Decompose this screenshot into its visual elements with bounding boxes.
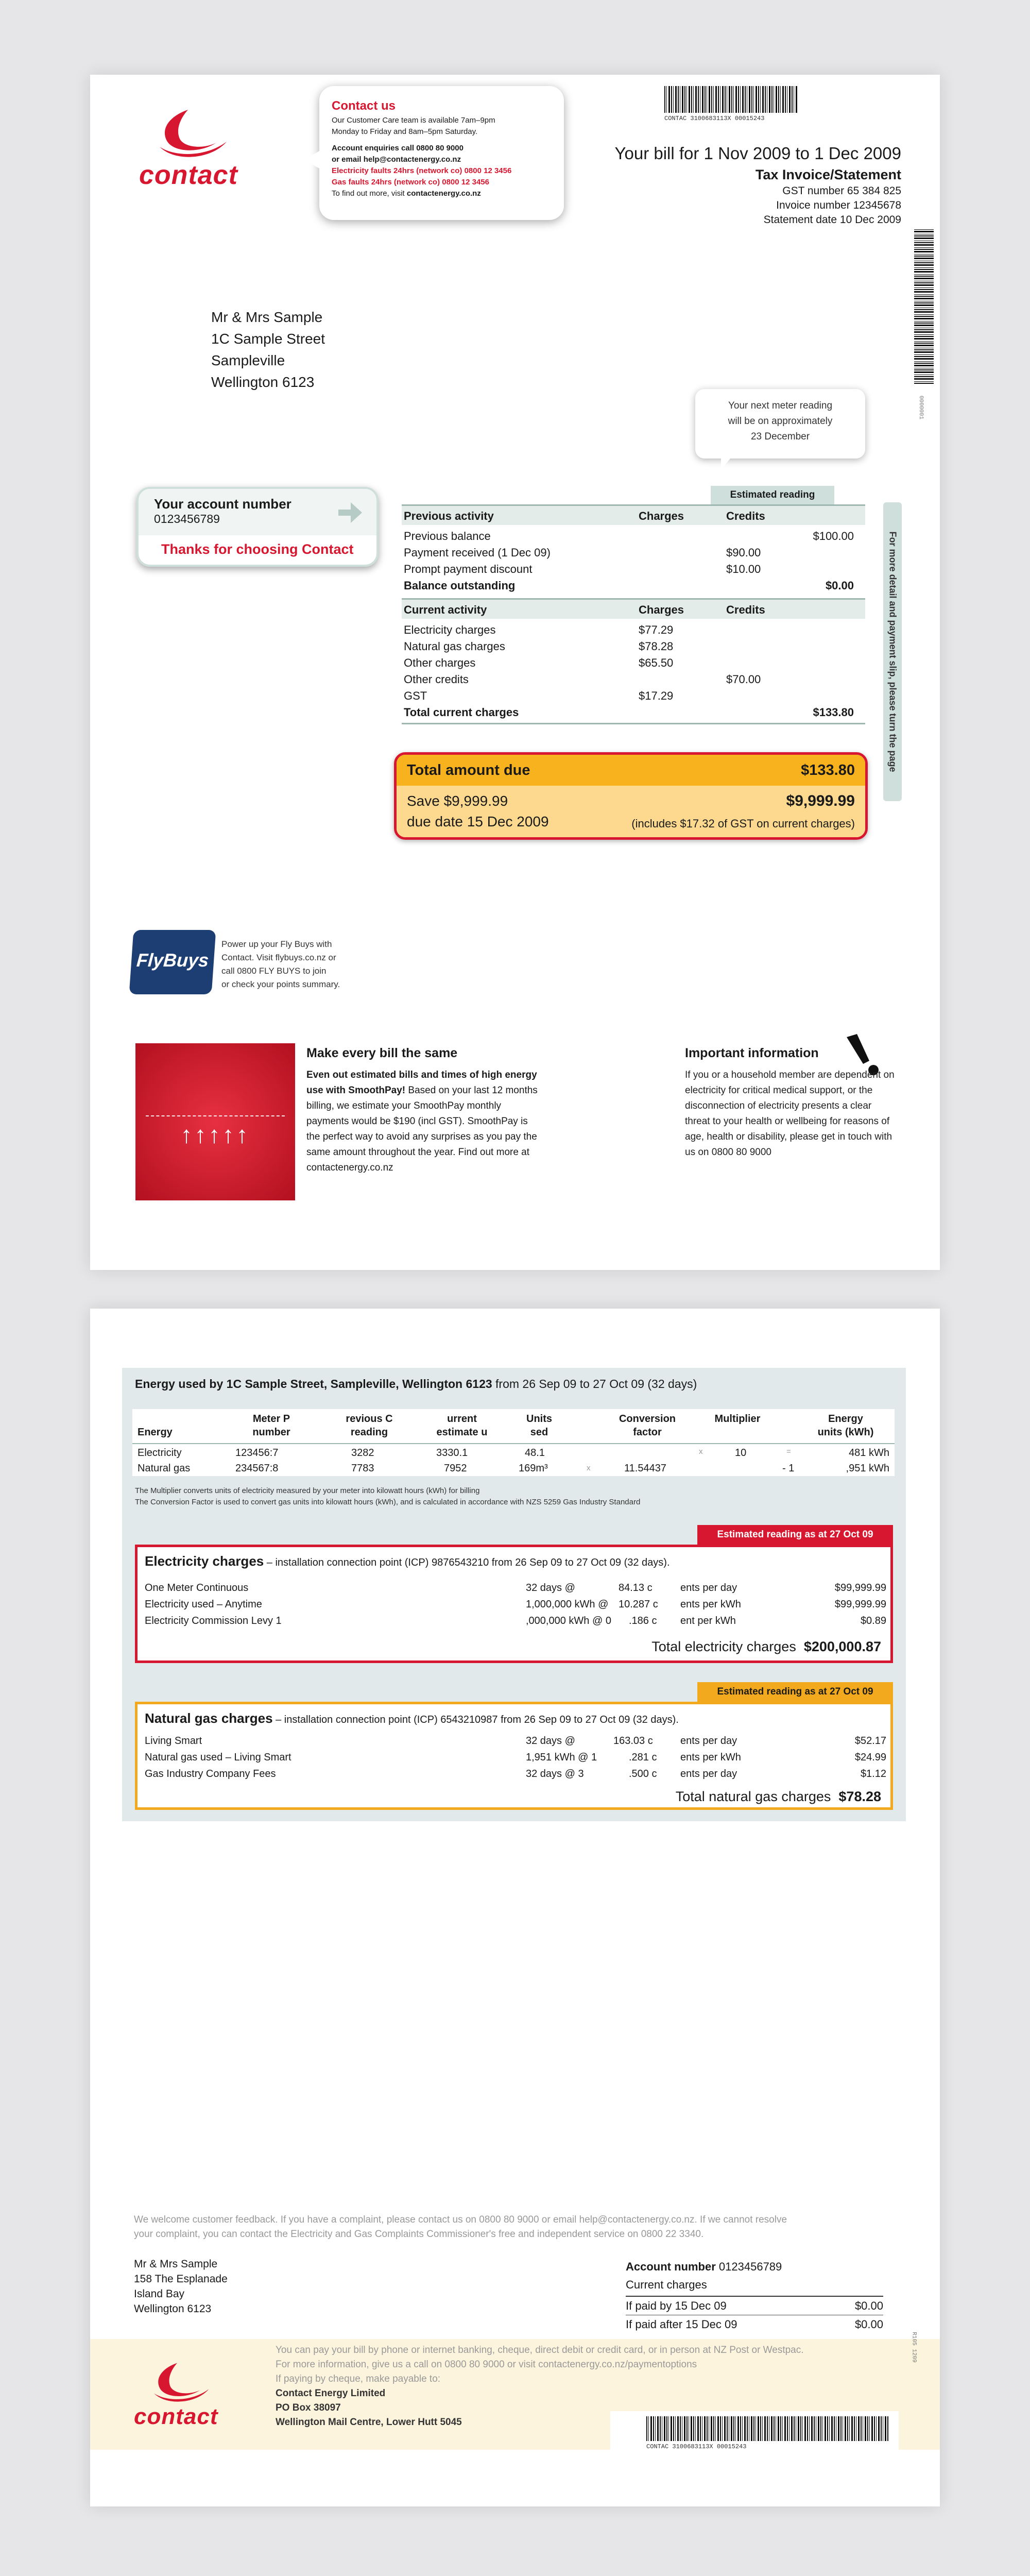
flybuys-logo: [129, 930, 216, 994]
col-conversion-l1: Conversion: [619, 1413, 676, 1425]
row-credit: $10.00: [726, 563, 761, 575]
flybuys-logo-text: FlyBuys: [135, 950, 210, 971]
address-line: Wellington 6123: [211, 374, 315, 390]
charge-unit: ents per day: [680, 1768, 737, 1780]
activity-row: [402, 638, 865, 655]
divider: [132, 1443, 895, 1444]
conversion-note: The Conversion Factor is used to convert gas units into kilowatt hours (kWh), and is calculated in accordance with NZS 5259 Gas Industry Standard: [135, 1498, 641, 1506]
meter-reading-bubble: [695, 389, 865, 459]
flybuys-line: Power up your Fly Buys with: [221, 939, 332, 949]
electricity-total: [651, 1639, 881, 1655]
statement-date: Statement date 10 Dec 2009: [763, 214, 901, 226]
charge-row: [145, 1768, 886, 1783]
col-previous-l2: reading: [350, 1427, 388, 1438]
cell-conv-op: x: [587, 1464, 591, 1472]
activity-row: [402, 545, 865, 561]
meter-reading-date: 23 December: [750, 431, 810, 442]
previous-activity-title: Previous activity: [404, 510, 494, 522]
top-barcode-code: CONTAC 3100683113X 00015243: [664, 115, 765, 122]
col-multiplier: [699, 1412, 776, 1426]
col-kwh: [802, 1412, 889, 1439]
meter-reading-line: Your next meter reading: [728, 400, 833, 411]
cell-current: 7952: [444, 1463, 467, 1474]
payee-name: Contact Energy Limited: [276, 2388, 386, 2399]
divider: [402, 723, 865, 724]
row-charge: $77.29: [639, 623, 674, 636]
col-energy-label: Energy: [138, 1427, 173, 1438]
charges-column-header: Charges: [639, 510, 684, 522]
multiplier-note: The Multiplier converts units of electricity measured by your meter into kilowatt hours (kWh) for billing: [135, 1486, 480, 1495]
cheque-instruction: If paying by cheque, make payable to:: [276, 2374, 441, 2384]
energy-used-title-bold: Energy used by 1C Sample Street, Sampleville, Wellington 6123: [135, 1377, 492, 1391]
cell-conversion: 11.54437: [624, 1463, 666, 1474]
charge-qty: 1,951 kWh @ 1: [526, 1752, 597, 1763]
account-enquiries: Account enquiries call 0800 80 9000: [332, 144, 464, 152]
slip-paid-after-row: [626, 2315, 883, 2333]
balance-outstanding-label: Balance outstanding: [404, 579, 516, 592]
charge-row: [145, 1735, 886, 1750]
cell-units: 169m³: [519, 1463, 548, 1474]
electricity-charges-box: [135, 1545, 893, 1663]
contact-hours-2: Monday to Friday and 8am–5pm Saturday.: [332, 127, 478, 136]
bill-page-2: [90, 1309, 940, 2506]
electricity-estimated-tab: Estimated reading as at 27 Oct 09: [697, 1525, 893, 1545]
charge-label: Living Smart: [145, 1735, 202, 1747]
charge-row: [145, 1582, 886, 1597]
slip-account-number: 0123456789: [718, 2260, 782, 2273]
turn-page-text: For more detail and payment slip, please turn the page: [887, 531, 898, 772]
col-meter-l2: number: [252, 1427, 290, 1438]
charge-qty: 32 days @: [526, 1735, 575, 1747]
cell-previous: 3282: [351, 1447, 374, 1459]
row-charge: $78.28: [639, 640, 674, 653]
current-activity-header: [402, 598, 865, 619]
important-info-heading: Important information: [685, 1046, 819, 1060]
gas-faults: Gas faults 24hrs (network co) 0800 12 3456: [332, 178, 489, 187]
top-barcode: [664, 86, 798, 113]
payment-slip-summary: [626, 2258, 883, 2333]
slip-contact-logo: [134, 2360, 216, 2437]
row-credit: $70.00: [726, 673, 761, 686]
save-amount-label: Save $9,999.99: [407, 793, 508, 809]
total-current-charges-value: $133.80: [813, 706, 854, 719]
col-kwh-l2: units (kWh): [817, 1427, 874, 1438]
row-charge: $17.29: [639, 689, 674, 702]
slip-account: [626, 2258, 883, 2276]
credits-column-header: Credits: [726, 603, 765, 616]
slip-current-charges: Current charges: [626, 2276, 883, 2297]
charge-amount: $0.89: [860, 1615, 886, 1626]
col-multiplier-label: Multiplier: [714, 1413, 761, 1425]
cell-meter: 123456:7: [235, 1447, 279, 1459]
smoothpay-image: [135, 1043, 295, 1200]
electricity-faults: Electricity faults 24hrs (network co) 0800 12 3456: [332, 166, 512, 175]
gas-estimated-tab: Estimated reading as at 27 Oct 09: [697, 1682, 893, 1702]
bill-period-title: Your bill for 1 Nov 2009 to 1 Dec 2009: [614, 144, 901, 163]
cell-kwh: ,951 kWh: [846, 1463, 889, 1474]
col-current: [423, 1412, 501, 1439]
account-number-box: [136, 487, 379, 567]
col-current-l1: urrent: [447, 1413, 477, 1425]
contact-email[interactable]: or email help@contactenergy.co.nz: [332, 155, 461, 164]
charge-label: Electricity Commission Levy 1: [145, 1615, 282, 1626]
col-previous: [331, 1412, 408, 1439]
activity-row: [402, 622, 865, 638]
flybuys-promo: [221, 938, 340, 991]
slip-paid-by-value: $0.00: [854, 2299, 883, 2312]
charge-label: Natural gas used – Living Smart: [145, 1752, 291, 1763]
col-kwh-l1: Energy: [828, 1413, 863, 1425]
contact-us-title: Contact us: [332, 99, 396, 113]
account-number-value: 0123456789: [154, 512, 220, 526]
total-amount-due-value: $133.80: [801, 762, 855, 778]
find-out-more-text: To find out more, visit: [332, 189, 407, 198]
charge-unit: ents per kWh: [680, 1599, 741, 1610]
charge-row: [145, 1752, 886, 1766]
address-line: 158 The Esplanade: [134, 2273, 228, 2285]
charge-unit: ents per kWh: [680, 1752, 741, 1763]
thanks-message: Thanks for choosing Contact: [161, 541, 354, 557]
save-amount-value: $9,999.99: [786, 792, 855, 809]
electricity-icp-details: – installation connection point (ICP) 9876543210 from 26 Sep 09 to 27 Oct 09 (32 days).: [264, 1557, 670, 1568]
logo-wordmark: contact: [139, 160, 238, 190]
cell-current: 3330.1: [436, 1447, 468, 1459]
contact-hours-1: Our Customer Care team is available 7am–9pm: [332, 116, 495, 125]
smoothpay-heading: Make every bill the same: [306, 1046, 458, 1060]
energy-details-panel: [122, 1368, 906, 1821]
contact-us-bubble: [319, 86, 564, 220]
charge-qty: 32 days @: [526, 1582, 575, 1594]
gas-total: [676, 1789, 881, 1805]
smoothpay-body: Based on your last 12 months billing, we estimate your SmoothPay monthly payments would be $190 (incl GST). SmoothPay is the perfect way to avoid any surprises as you pay the same amount throughout the year. Find out more at contactenergy.co.nz: [306, 1085, 538, 1173]
charge-label: Gas Industry Company Fees: [145, 1768, 276, 1780]
total-amount-due-bar: [397, 755, 865, 786]
account-number-label: Your account number: [154, 496, 291, 512]
address-line: Mr & Mrs Sample: [211, 309, 323, 325]
charge-rate: 163.03 c: [613, 1735, 653, 1747]
total-current-charges-label: Total current charges: [404, 706, 519, 719]
energy-used-period: from 26 Sep 09 to 27 Oct 09 (32 days): [492, 1377, 697, 1391]
col-meter-l1: Meter P: [252, 1413, 290, 1425]
cell-meter: 234567:8: [235, 1463, 279, 1474]
charge-qty: 1,000,000 kWh @: [526, 1599, 609, 1610]
charge-unit: ent per kWh: [680, 1615, 736, 1626]
gas-charges-box: [135, 1702, 893, 1810]
slip-paid-after-value: $0.00: [854, 2318, 883, 2331]
up-arrows-icon: ↑↑↑↑↑: [180, 1121, 250, 1148]
charge-unit: ents per day: [680, 1582, 737, 1594]
find-out-more: [332, 188, 552, 199]
slip-account-label: Account number: [626, 2260, 716, 2273]
row-label: Payment received (1 Dec 09): [404, 546, 551, 559]
col-meter: [233, 1412, 310, 1439]
credits-column-header: Credits: [726, 510, 765, 522]
payee-po-box: PO Box 38097: [276, 2402, 341, 2413]
amount-due-box: [394, 752, 868, 840]
contact-swoosh-icon: [139, 106, 232, 162]
charge-rate: 84.13 c: [619, 1582, 653, 1594]
invoice-number: Invoice number 12345678: [776, 199, 901, 211]
activity-row: [402, 655, 865, 671]
charge-row: [145, 1615, 886, 1630]
col-units-l1: Units: [526, 1413, 552, 1425]
cell-mult-op: x: [699, 1447, 703, 1456]
contact-swoosh-icon: [136, 2360, 214, 2406]
address-line: Island Bay: [134, 2288, 185, 2300]
energy-usage-table: [132, 1409, 895, 1476]
customer-address: [211, 307, 325, 393]
electricity-total-label: Total electricity charges: [651, 1639, 796, 1654]
feedback-line: your complaint, you can contact the Electricity and Gas Complaints Commissioner's free and independent service on 0800 22 3340.: [134, 2229, 704, 2240]
charge-rate: 10.287 c: [619, 1599, 658, 1610]
cell-energy: Electricity: [138, 1447, 182, 1459]
address-line: Mr & Mrs Sample: [134, 2258, 218, 2270]
row-label: Prompt payment discount: [404, 563, 533, 575]
charge-amount: $52.17: [854, 1735, 886, 1747]
slip-paid-by-row: [626, 2297, 883, 2315]
col-units-l2: sed: [530, 1427, 548, 1438]
charge-label: Electricity used – Anytime: [145, 1599, 262, 1610]
feedback-line: We welcome customer feedback. If you have a complaint, please contact us on 0800 80 9000 or email help@contactenergy.co.nz. If we cannot resolve: [134, 2214, 787, 2225]
balance-outstanding-value: $0.00: [825, 579, 854, 592]
total-amount-due-label: Total amount due: [407, 762, 530, 778]
bill-page-1: [90, 75, 940, 1270]
gas-icp-details: – installation connection point (ICP) 6543210987 from 26 Sep 09 to 27 Oct 09 (32 days).: [272, 1714, 679, 1725]
flybuys-line: Contact. Visit flybuys.co.nz or: [221, 953, 336, 962]
smoothpay-text: [306, 1067, 543, 1176]
slip-side-code: R105 1209: [911, 2332, 917, 2363]
important-info-text: If you or a household member are dependent on electricity for critical medical support, or the disconnection of electricity presents a clear threat to your health or wellbeing for reasons of age, health or disability, please get in touch with us on 0800 80 9000: [685, 1070, 895, 1158]
contact-logo: [139, 106, 238, 196]
charges-column-header: Charges: [639, 603, 684, 616]
payment-info-line: For more information, give us a call on 0800 80 9000 or visit contactenergy.co.nz/paymentoptions: [276, 2359, 697, 2370]
energy-notes: [135, 1485, 640, 1508]
electricity-charges-heading: Electricity charges: [145, 1553, 264, 1569]
col-conversion-l2: factor: [633, 1427, 662, 1438]
activity-row: [402, 561, 865, 578]
payment-info-line: You can pay your bill by phone or internet banking, cheque, direct debit or credit card, or in person at NZ Post or Westpac.: [276, 2345, 804, 2355]
smoothpay-dashed-line: [146, 1115, 285, 1116]
cell-multiplier: 10: [735, 1447, 747, 1459]
charge-qty: ,000,000 kWh @ 0: [526, 1615, 611, 1626]
energy-used-title: [135, 1377, 697, 1391]
website-link[interactable]: contactenergy.co.nz: [406, 189, 481, 198]
activity-row: [402, 528, 865, 545]
charge-amount: $99,999.99: [834, 1599, 886, 1610]
cell-kwh: 481 kWh: [849, 1447, 889, 1459]
row-credit: $90.00: [726, 546, 761, 559]
feedback-text: [134, 2213, 881, 2242]
charge-qty: 32 days @ 3: [526, 1768, 584, 1780]
row-label: GST: [404, 689, 427, 702]
slip-barcode-code: CONTAC 3100683113X 00015243: [646, 2443, 747, 2450]
charge-rate: .186 c: [629, 1615, 657, 1626]
charge-amount: $99,999.99: [834, 1582, 886, 1594]
electricity-total-value: $200,000.87: [803, 1639, 881, 1654]
bill-header: [615, 142, 901, 227]
charge-row: [145, 1599, 886, 1613]
current-activity-title: Current activity: [404, 603, 487, 616]
row-total: $100.00: [813, 530, 854, 543]
account-number-panel: [139, 489, 376, 535]
col-conversion: [601, 1412, 694, 1439]
payment-slip-address: [134, 2257, 228, 2316]
col-units: [511, 1412, 568, 1439]
cell-energy: Natural gas: [138, 1463, 191, 1474]
cell-eq: =: [786, 1447, 791, 1456]
side-barcode: [914, 229, 934, 384]
cell-units: 48.1: [525, 1447, 545, 1459]
slip-paid-after-label: If paid after 15 Dec 09: [626, 2318, 737, 2331]
smoothpay-lead: Even out estimated bills and times of high energy use with SmoothPay!: [306, 1070, 537, 1096]
slip-barcode: [646, 2416, 888, 2441]
side-code: 0000001: [918, 395, 924, 420]
slip-paid-by-label: If paid by 15 Dec 09: [626, 2299, 727, 2312]
row-label: Electricity charges: [404, 623, 496, 636]
charge-unit: ents per day: [680, 1735, 737, 1747]
charge-amount: $1.12: [860, 1768, 886, 1780]
activity-summary: [402, 504, 865, 724]
flybuys-line: or check your points summary.: [221, 979, 340, 989]
slip-logo-wordmark: contact: [134, 2404, 218, 2429]
charge-amount: $24.99: [854, 1752, 886, 1763]
row-label: Other credits: [404, 673, 469, 686]
due-date: due date 15 Dec 2009: [407, 814, 549, 829]
gst-note: (includes $17.32 of GST on current charges): [631, 817, 855, 830]
gas-total-label: Total natural gas charges: [675, 1789, 831, 1804]
row-label: Other charges: [404, 656, 476, 669]
gas-total-value: $78.28: [838, 1789, 881, 1804]
gst-number: GST number 65 384 825: [782, 185, 901, 197]
address-line: Sampleville: [211, 352, 285, 368]
address-line: 1C Sample Street: [211, 331, 325, 347]
arrow-right-icon: [335, 498, 364, 527]
charge-label: One Meter Continuous: [145, 1582, 249, 1594]
charge-rate: .281 c: [629, 1752, 657, 1763]
address-line: Wellington 6123: [134, 2303, 212, 2315]
charge-rate: .500 c: [629, 1768, 657, 1780]
col-energy: [138, 1426, 173, 1439]
balance-outstanding-row: [402, 578, 865, 594]
activity-row: [402, 688, 865, 704]
estimated-reading-tab: Estimated reading: [711, 486, 834, 504]
total-current-charges-row: [402, 704, 865, 721]
row-label: Natural gas charges: [404, 640, 505, 653]
gas-charges-heading: Natural gas charges: [145, 1710, 273, 1726]
cell-previous: 7783: [351, 1463, 374, 1474]
col-previous-l1: revious C: [346, 1413, 393, 1425]
electricity-charges-title: [145, 1553, 670, 1569]
gas-charges-title: [145, 1710, 679, 1726]
payee-city: Wellington Mail Centre, Lower Hutt 5045: [276, 2417, 462, 2428]
meter-reading-line: will be on approximately: [728, 416, 833, 427]
activity-row: [402, 671, 865, 688]
tax-invoice-title: Tax Invoice/Statement: [755, 167, 901, 182]
prompt-payment-panel: [397, 786, 865, 840]
previous-activity-header: [402, 504, 865, 525]
col-current-l2: estimate u: [436, 1427, 488, 1438]
row-label: Previous balance: [404, 530, 491, 543]
cell-eq: - 1: [782, 1463, 795, 1474]
row-charge: $65.50: [639, 656, 674, 669]
flybuys-line: call 0800 FLY BUYS to join: [221, 966, 327, 976]
